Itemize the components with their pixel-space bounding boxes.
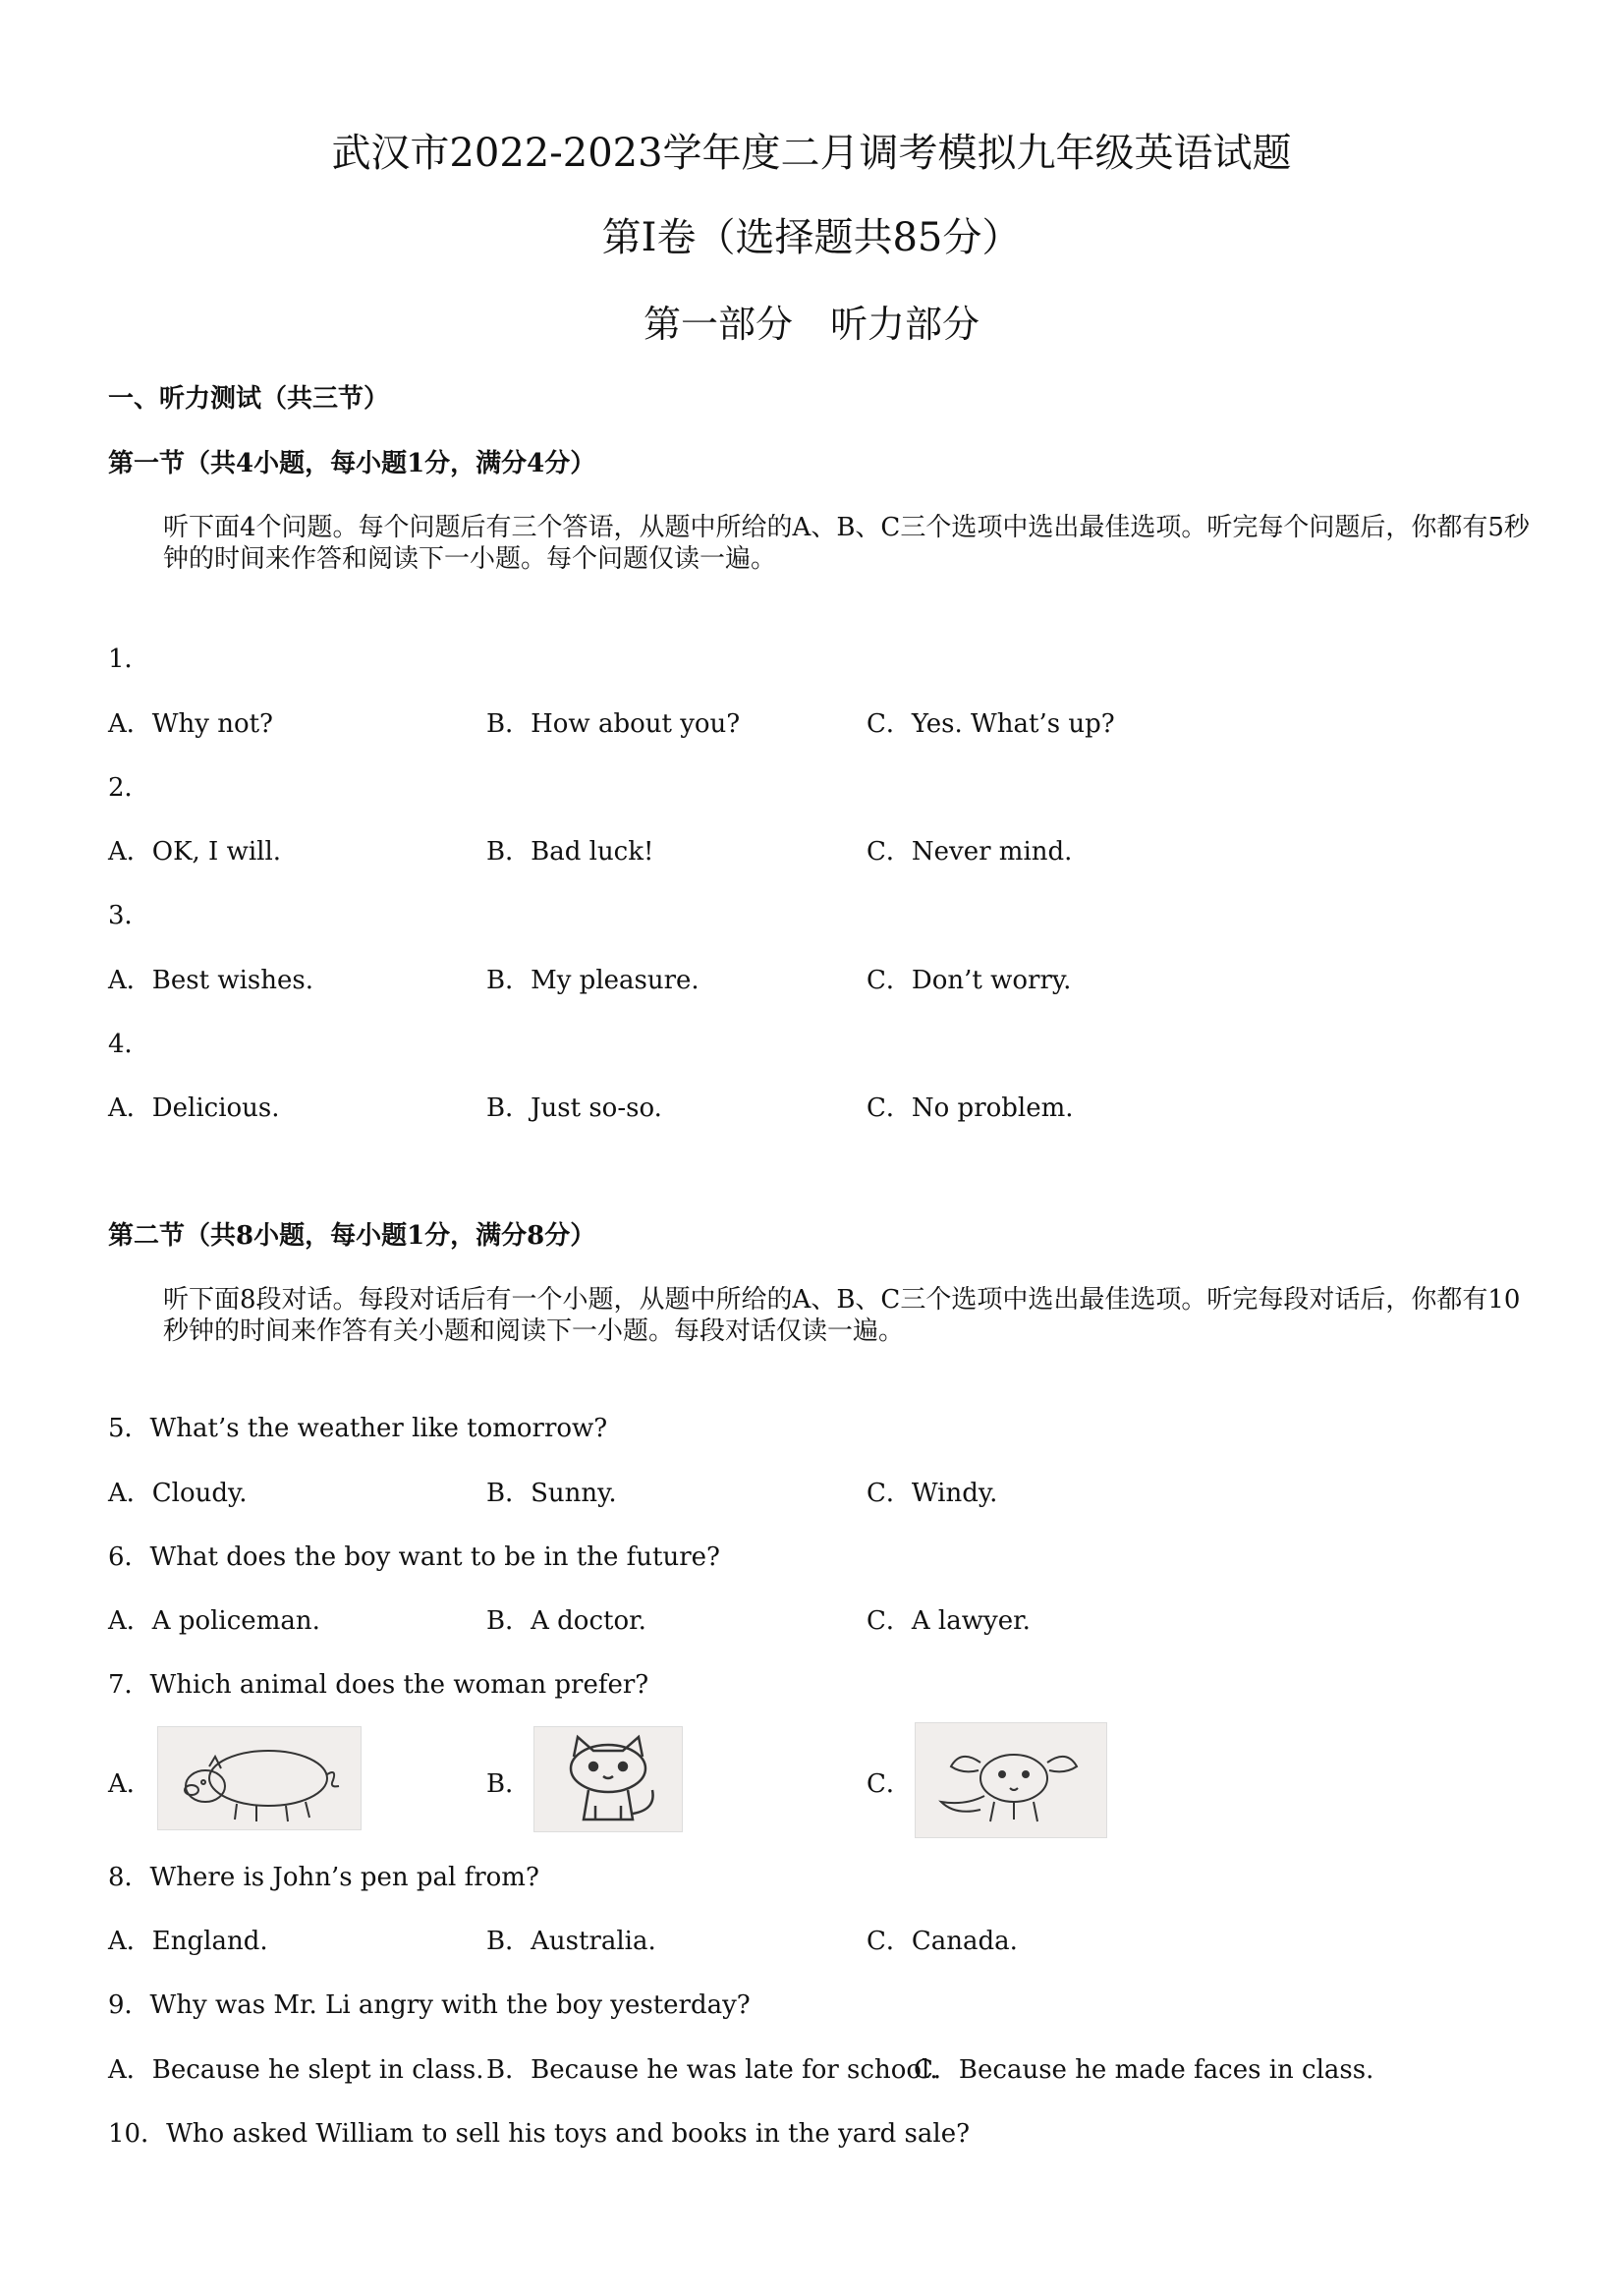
subsection-1-heading: 第一节（共4小题，每小题1分，满分4分）	[108, 449, 596, 478]
q5-option-a[interactable]: A．Cloudy.	[108, 1479, 248, 1508]
q2-option-a[interactable]: A．OK, I will.	[108, 837, 282, 867]
q4-option-a[interactable]: A．Delicious.	[108, 1093, 280, 1123]
q7-option-a-label[interactable]: A．	[108, 1769, 152, 1799]
cat-icon[interactable]	[533, 1726, 683, 1832]
q8-option-b[interactable]: B．Australia.	[486, 1927, 656, 1956]
question-4-number: 4．	[108, 1030, 150, 1059]
q6-option-a[interactable]: A．A policeman.	[108, 1606, 320, 1636]
q2-option-b[interactable]: B．Bad luck!	[486, 837, 654, 867]
q7-option-b-label[interactable]: B．	[486, 1769, 532, 1799]
q4-option-c[interactable]: C．No problem.	[867, 1093, 1074, 1123]
q9-option-c[interactable]: C．Because he made faces in class.	[914, 2055, 1374, 2085]
subsection-2-heading: 第二节（共8小题，每小题1分，满分8分）	[108, 1221, 596, 1251]
question-5: 5．What’s the weather like tomorrow?	[108, 1414, 608, 1443]
q7-option-c-label[interactable]: C．	[867, 1769, 912, 1799]
question-1-number: 1．	[108, 644, 150, 674]
question-3-number: 3．	[108, 901, 150, 930]
question-10: 10．Who asked William to sell his toys and books in the yard sale?	[108, 2119, 971, 2149]
q9-option-a[interactable]: A．Because he slept in class.	[108, 2055, 484, 2085]
question-7: 7．Which animal does the woman prefer?	[108, 1670, 649, 1700]
part-title: 第一部分 听力部分	[643, 303, 979, 346]
exam-title: 武汉市2022-2023学年度二月调考模拟九年级英语试题	[331, 131, 1292, 176]
section-heading: 一、听力测试（共三节）	[108, 384, 390, 414]
q4-option-b[interactable]: B．Just so-so.	[486, 1093, 662, 1123]
question-6: 6．What does the boy want to be in the future?	[108, 1542, 720, 1572]
subsection-1-intro: 听下面4个问题。每个问题后有三个答语，从题中所给的A、B、C三个选项中选出最佳选项。听完每个问题后，你都有5秒钟的时间来作答和阅读下一小题。每个问题仅读一遍。	[163, 513, 1530, 574]
question-8: 8．Where is John’s pen pal from?	[108, 1863, 539, 1892]
q1-option-b[interactable]: B．How about you?	[486, 709, 741, 739]
q6-option-c[interactable]: C．A lawyer.	[867, 1606, 1031, 1636]
q6-option-b[interactable]: B．A doctor.	[486, 1606, 646, 1636]
q5-option-c[interactable]: C．Windy.	[867, 1479, 998, 1508]
q8-option-c[interactable]: C．Canada.	[867, 1927, 1018, 1956]
q3-option-a[interactable]: A．Best wishes.	[108, 966, 313, 995]
question-2-number: 2．	[108, 773, 150, 803]
q3-option-b[interactable]: B．My pleasure.	[486, 966, 700, 995]
question-9: 9．Why was Mr. Li angry with the boy yesterday?	[108, 1990, 751, 2020]
q2-option-c[interactable]: C．Never mind.	[867, 837, 1073, 867]
q5-option-b[interactable]: B．Sunny.	[486, 1479, 617, 1508]
q1-option-c[interactable]: C．Yes. What’s up?	[867, 709, 1115, 739]
subsection-2-intro: 听下面8段对话。每段对话后有一个小题，从题中所给的A、B、C三个选项中选出最佳选项。听完每段对话后，你都有10秒钟的时间来作答有关小题和阅读下一小题。每段对话仅读一遍。	[163, 1285, 1521, 1346]
q8-option-a[interactable]: A．England.	[108, 1927, 268, 1956]
q3-option-c[interactable]: C．Don’t worry.	[867, 966, 1072, 995]
volume-title: 第I卷（选择题共85分）	[601, 215, 1022, 260]
pig-icon[interactable]	[157, 1726, 362, 1830]
dog-icon[interactable]	[915, 1722, 1107, 1838]
q1-option-a[interactable]: A．Why not?	[108, 709, 273, 739]
q9-option-b[interactable]: B．Because he was late for school.	[486, 2055, 938, 2085]
